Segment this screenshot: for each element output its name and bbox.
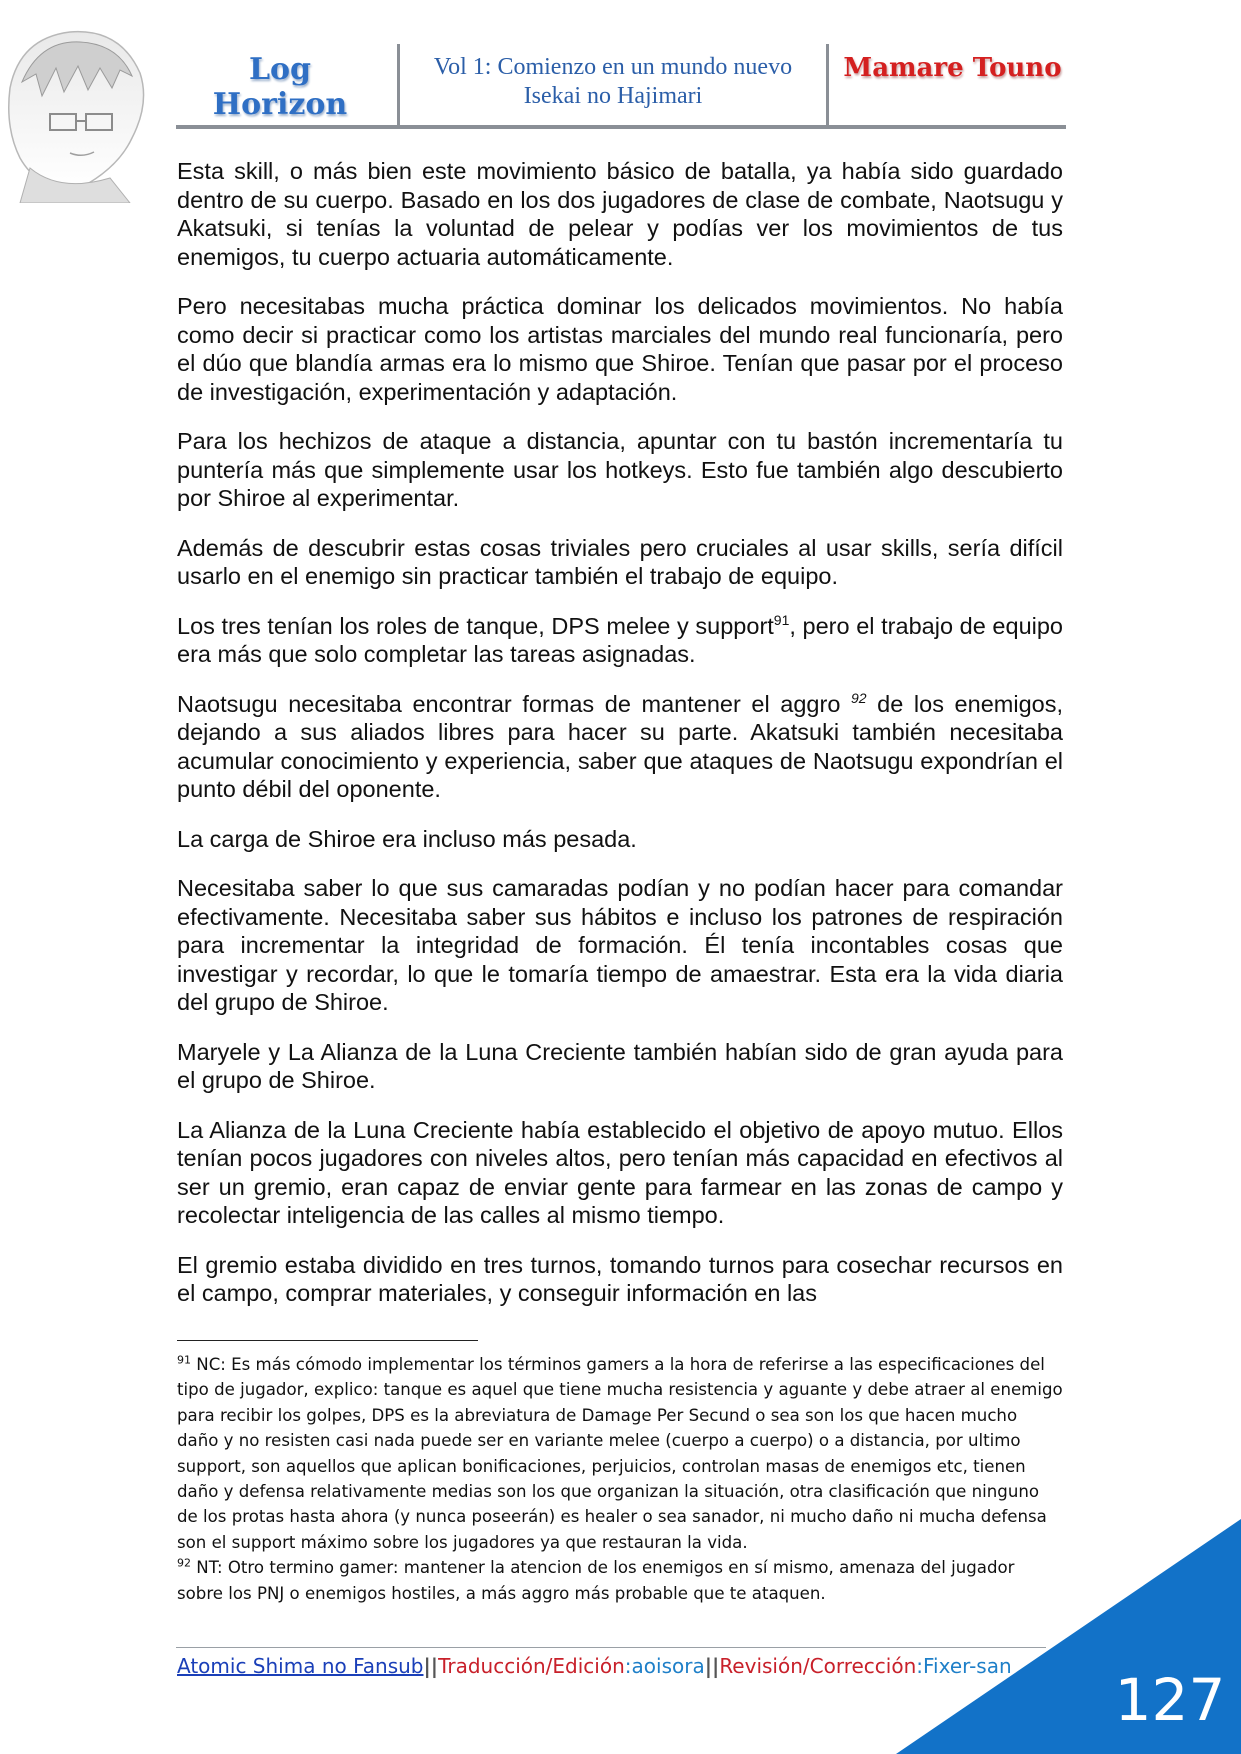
separator: || <box>423 1654 439 1678</box>
body-text <box>177 157 1063 1308</box>
book-title: Log Horizon <box>212 52 348 122</box>
paragraph: Maryele y La Alianza de la Luna Creciente también habían sido de gran ayuda para el grupo de Shiroe. <box>177 1038 1063 1093</box>
translation-label: Traducción/Edición <box>438 1654 625 1678</box>
footnote-separator <box>177 1340 478 1341</box>
volume-title-line2: Isekai no Hajimari <box>523 83 703 109</box>
header-rule <box>176 125 1066 129</box>
volume-title <box>404 53 822 111</box>
footnote-number: 92 <box>177 1556 191 1570</box>
fansub-link[interactable]: Atomic Shima no Fansub <box>177 1654 424 1678</box>
paragraph: Pero necesitabas mucha práctica dominar los delicados movimientos. No había como decir si practicar como los artistas marciales del mundo real funcionaría, pero el dúo que blandía armas era lo mismo que Shiroe. Tenían que pasar por el proceso de investigación, experimentación y adaptación. <box>177 293 1063 405</box>
paragraph-text: Los tres tenían los roles de tanque, DPS melee y support <box>177 612 774 639</box>
footnote-text: NT: Otro termino gamer: mantener la atencion de los enemigos en sí mismo, amenaza del jugador sobre los PNJ o enemigos hostiles, a más aggro más probable que te ataquen. <box>177 1558 1015 1603</box>
paragraph: El gremio estaba dividido en tres turnos, tomando turnos para cosechar recursos en el campo, comprar materiales, y conseguir información en las <box>177 1251 1063 1306</box>
paragraph-text: Naotsugu necesitaba encontrar formas de mantener el aggro <box>177 690 851 717</box>
paragraph: Necesitaba saber lo que sus camaradas podían y no podían hacer para comandar efectivamente. Necesitaba saber sus hábitos e incluso los patrones de respiración para incrementar la integridad de formación. Él tenía incontables cosas que investigar y recordar, lo que le tomaría tiempo de amaestrar. Esta era la vida diaria del grupo de Shiroe. <box>177 875 1063 1015</box>
paragraph-text: , pero el trabajo de equipo era más que solo completar las tareas asignadas. <box>177 612 1063 667</box>
separator: || <box>704 1654 720 1678</box>
paragraph: La carga de Shiroe era incluso más pesada. <box>177 825 637 852</box>
paragraph: Además de descubrir estas cosas triviales pero cruciales al usar skills, sería difícil usarlo en el enemigo sin practicar también el trabajo de equipo. <box>177 534 1063 589</box>
paragraph-text: de los enemigos, dejando a sus aliados libres para hacer su parte. Akatsuki también necesitaba acumular conocimiento y experiencia, saber que ataques de Naotsugu expondrían el punto débil del oponente. <box>177 690 1063 802</box>
paragraph <box>177 612 1063 669</box>
footnote-reference[interactable]: 92 <box>851 689 867 706</box>
footnote-number: 91 <box>177 1353 191 1367</box>
author-name: Mamare Touno <box>843 53 1062 83</box>
footnote-text: NC: Es más cómodo implementar los términos gamers a la hora de referirse a las especificaciones del tipo de jugador, explico: tanque es aquel que tiene mucha resistencia y aguante y debe atraer al enemigo para recibir los golpes, DPS es la abreviatura de Damage Per Secund o sea son los que hacen mucho daño y no resisten casi nada puede ser en variante melee (cuerpo a cuerpo) o a distancia, por ultimo support, son aquellos que aplican bonificaciones, perjuicios, controlan masas de enemigos etc, tienen daño y defensa relativamente medias son los que organizan la situación, otra clasificación que ninguno de los protas hasta ahora (y nunca poseerán) es healer o sea sanador, ni mucho daño ni mucha defensa son el support máximo sobre los jugadores ya que restauran la vida. <box>177 1355 1063 1552</box>
paragraph <box>177 690 1063 804</box>
paragraph: Esta skill, o más bien este movimiento básico de batalla, ya había sido guardado dentro de su cuerpo. Basado en los dos jugadores de clase de combate, Naotsugu y Akatsuki, si tenías la voluntad de pelear y podías ver los movimientos de tus enemigos, tu cuerpo actuaria automáticamente. <box>177 158 1063 270</box>
page-number: 127 <box>1114 1666 1226 1734</box>
footnote-reference[interactable]: 91 <box>773 611 790 628</box>
header-divider <box>826 44 829 126</box>
volume-title-line1: Vol 1: Comienzo en un mundo nuevo <box>433 54 793 80</box>
translator-name: :aoisora <box>624 1654 705 1678</box>
credits-footer <box>177 1654 1012 1678</box>
paragraph: La Alianza de la Luna Creciente había establecido el objetivo de apoyo mutuo. Ellos tenían pocos jugadores con niveles altos, pero tenían más capacidad en efectivos al ser un gremio, eran capaz de enviar gente para farmear en las zonas de campo y recolectar inteligencia de las calles al mismo tiempo. <box>177 1116 1063 1228</box>
reviser-name: :Fixer-san <box>916 1654 1012 1678</box>
header-divider <box>397 44 400 126</box>
revision-label: Revisión/Corrección <box>719 1654 917 1678</box>
paragraph: Para los hechizos de ataque a distancia, apuntar con tu bastón incrementaría tu puntería más que simplemente usar los hotkeys. Esto fue también algo descubierto por Shiroe al experimentar. <box>177 428 1063 511</box>
character-portrait-image <box>0 18 160 203</box>
